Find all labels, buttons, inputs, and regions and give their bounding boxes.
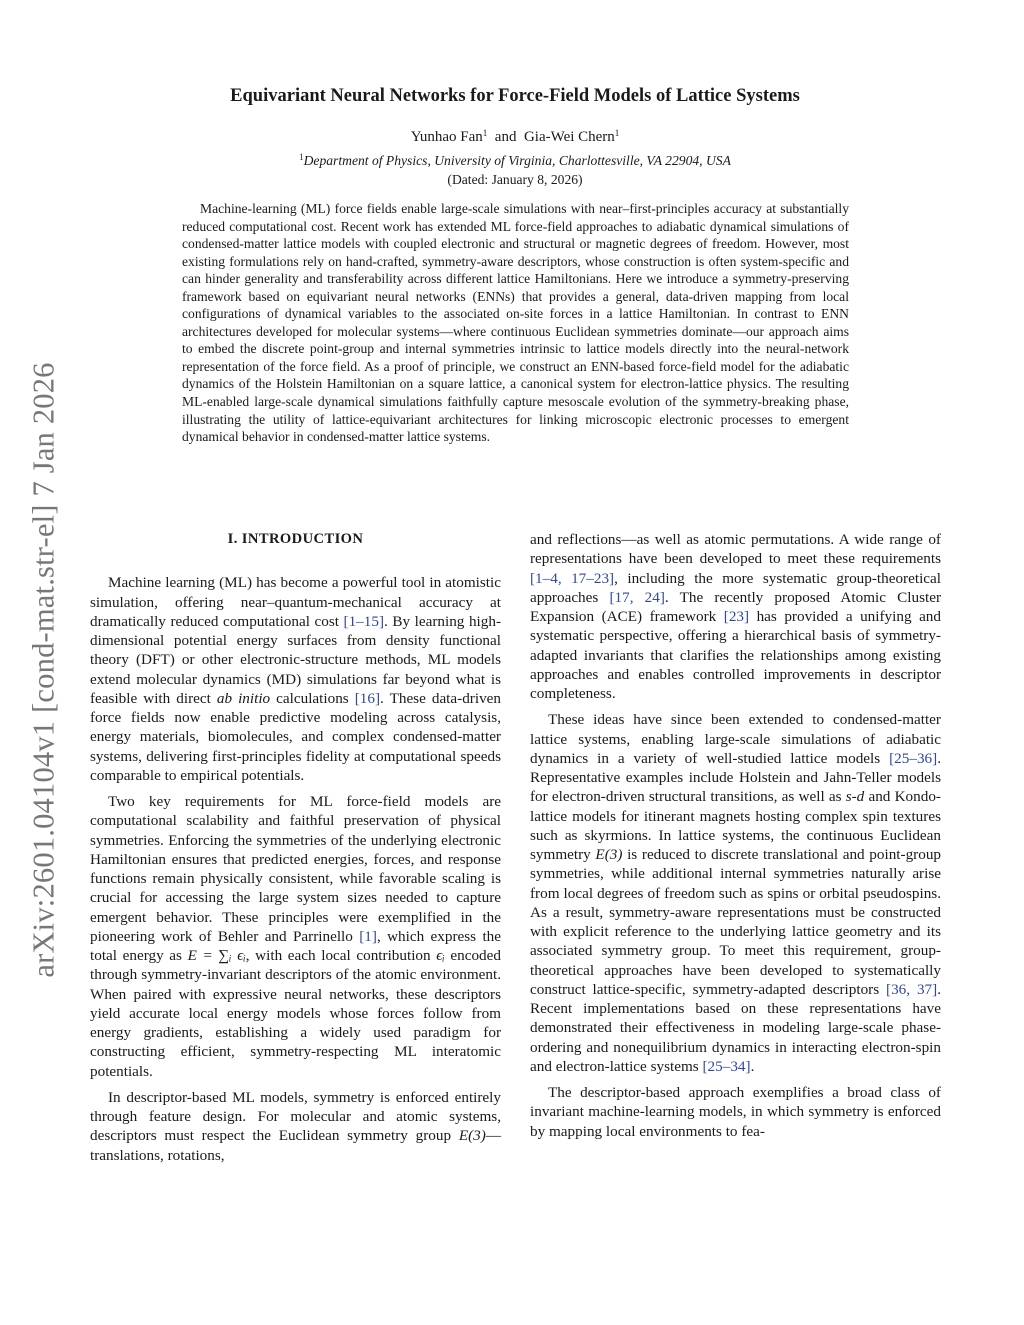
paragraph [90,573,501,785]
text-run: and reflections—as well as atomic permutations. A wide range of representations have been developed to meet these requirements [530,531,941,568]
text-run: has provided a unifying and systematic perspective, offering a hierarchical basis of symmetry-adapted invariants that clarifies the relationships among existing approaches and enables controlled improvements in descriptor completeness. [530,608,941,702]
citation-link[interactable]: [1–4, 17–23] [530,569,615,587]
author-separator: and [494,129,517,145]
text-run: . By learning high-dimensional potential energy surfaces from density functional theory (DFT) or other electronic-structure methods, ML models extend molecular dynamics (MD) simulations far beyond what is feasible with direct [90,612,502,707]
citation-link[interactable]: [25–34] [702,1057,751,1075]
text-run: —translations, rotations, [90,1127,501,1164]
text-run: Machine learning (ML) has become a powerful tool in atomistic simulation, offering near–quantum-mechanical accuracy at dramatically reduced computational cost [90,574,501,630]
text-run: . [750,1057,755,1075]
citation-link[interactable]: [1] [359,927,377,945]
text-run: . The recently proposed Atomic Cluster Expansion (ACE) framework [530,588,941,625]
math-symbol: E(3) [595,846,623,863]
text-run: Two key requirements for ML force-field models are computational scalability and faithful preservation of physical symmetries. Enforcing the symmetries of the underlying electronic Hamiltonian ensures that predicted energies, forces, and response functions remain physically consistent, while favorable scaling is crucial for accessing the large system sizes needed to capture emergent behavior. These principles were exemplified in the pioneering work of Behler and Parrinello [90,793,501,945]
paragraph [530,710,941,1076]
text-run: These ideas have since been extended to condensed-matter lattice systems, enabling large-scale simulations of adiabatic dynamics in a variety of well-studied lattice models [530,711,941,767]
author-name: Gia-Wei Chern [523,129,615,145]
affiliation-text: Department of Physics, University of Virginia, Charlottesville, VA 22904, USA [303,153,731,168]
math-symbol: E(3) [458,1127,486,1145]
affiliation-mark: 1 [299,152,304,162]
text-run: calculations [270,689,355,707]
math-symbol: ϵᵢ [436,947,445,964]
text-run: encoded through symmetry-invariant descriptors of the atomic environment. When paired with expressive neural networks, these descriptors yield accurate local energy models whose forces follow from energy gradients, establishing a widely used paradigm for constructing efficient, symmetry-respecting ML interatomic potentials. [90,947,501,1080]
left-column [90,530,501,1172]
citation-link[interactable]: [16] [354,689,381,707]
citation-link[interactable]: [17, 24] [609,588,665,606]
text-run: , including the more systematic group-theoretical approaches [530,569,941,606]
abstract: Machine-learning (ML) force fields enable large-scale simulations with near–first-principles accuracy at substantially reduced computational cost. Recent work has extended ML force-field approaches to adiabatic dynamical simulations of condensed-matter lattice models with coupled electronic and structural or magnetic degrees of freedom. However, most existing formulations rely on hand-crafted, symmetry-aware descriptors, whose construction is often system-specific and can hinder generality and transferability across different lattice Hamiltonians. Here we introduce a symmetry-preserving framework based on equivariant neural networks (ENNs) that provides a general, data-driven mapping from local configurations of dynamical variables to the associated on-site forces in a lattice Hamiltonian. In contrast to ENN architectures developed for molecular systems—where continuous Euclidean symmetries dominate—our approach aims to embed the discrete point-group and internal symmetries intrinsic to lattice models directly into the neural-network representation of the force field. As a proof of principle, we construct an ENN-based force-field model for the adiabatic dynamics of the Holstein Hamiltonian on a square lattice, a canonical system for electron-lattice physics. The resulting ML-enabled large-scale dynamical simulations faithfully capture mesoscale evolution of the symmetry-breaking phase, illustrating the utility of lattice-equivariant architectures for linking microscopic electronic processes to emergent dynamical behavior in condensed-matter lattice systems. [182,201,849,445]
affiliation [90,153,940,169]
affiliation-mark: 1 [614,128,620,138]
text-run: is reduced to discrete translational and point-group symmetries, while additional internal symmetries naturally arise from local degrees of freedom such as spins or orbital pseudospins. As a result, symmetry-aware representations must be constructed with explicit reference to the underlying lattice geometry and its associated symmetry group. To meet this requirement, group-theoretical approaches have been developed to systematically construct lattice-specific, symmetry-adapted descriptors [530,846,942,998]
text-run: . These data-driven force fields now enable predictive modeling across catalysis, energy materials, biomolecules, and complex condensed-matter systems, delivering first-principles fidelity at computational speeds comparable to empirical potentials. [90,689,502,784]
italic-term: ab initio [216,689,271,707]
author-name: Yunhao Fan [410,129,483,145]
paragraph [90,792,501,1081]
equation: E = ∑ᵢ ϵᵢ [187,947,246,964]
affiliation-mark: 1 [482,128,488,138]
paragraph [90,1088,501,1165]
arxiv-sidebar-stamp [24,320,64,1020]
text-run: , with each local contribution [245,947,437,964]
citation-link[interactable]: [23] [723,608,750,625]
text-run: and Kondo-lattice models for itinerant magnets hosting complex spin textures such as skyrmions. In lattice systems, the continuous Euclidean symmetry [530,788,941,863]
text-run: In descriptor-based ML models, symmetry is enforced entirely through feature design. For molecular and atomic systems, descriptors must respect the Euclidean symmetry group [90,1088,501,1145]
citation-link[interactable]: [36, 37] [886,980,938,998]
text-run: , which express the total energy as [90,927,501,964]
right-column [530,530,941,1148]
section-heading: I. INTRODUCTION [227,531,364,547]
citation-link[interactable]: [1–15] [343,612,385,630]
paragraph [530,1083,941,1141]
text-run: . Recent implementations based on these representations have demonstrated their effectiveness in modeling large-scale phase-ordering and nonequilibrium dynamics in interacting electron-spin and electron-lattice systems [530,980,941,1075]
paragraph [530,530,941,703]
paper-title: Equivariant Neural Networks for Force-Field Models of Lattice Systems [230,86,800,106]
date-line: (Dated: January 8, 2026) [447,172,583,187]
author-list [90,129,940,146]
citation-link[interactable]: [25–36] [889,749,938,767]
text-run: The descriptor-based approach exemplifies a broad class of invariant machine-learning models, in which symmetry is enforced by mapping local environments to fea- [530,1084,941,1140]
text-run: . Representative examples include Holstein and Jahn-Teller models for electron-driven structural transitions, as well as [530,749,941,806]
arxiv-identifier: arXiv:2601.04104v1 [cond-mat.str-el] 7 Jan 2026 [26,362,61,978]
italic-term: s-d [845,788,865,806]
